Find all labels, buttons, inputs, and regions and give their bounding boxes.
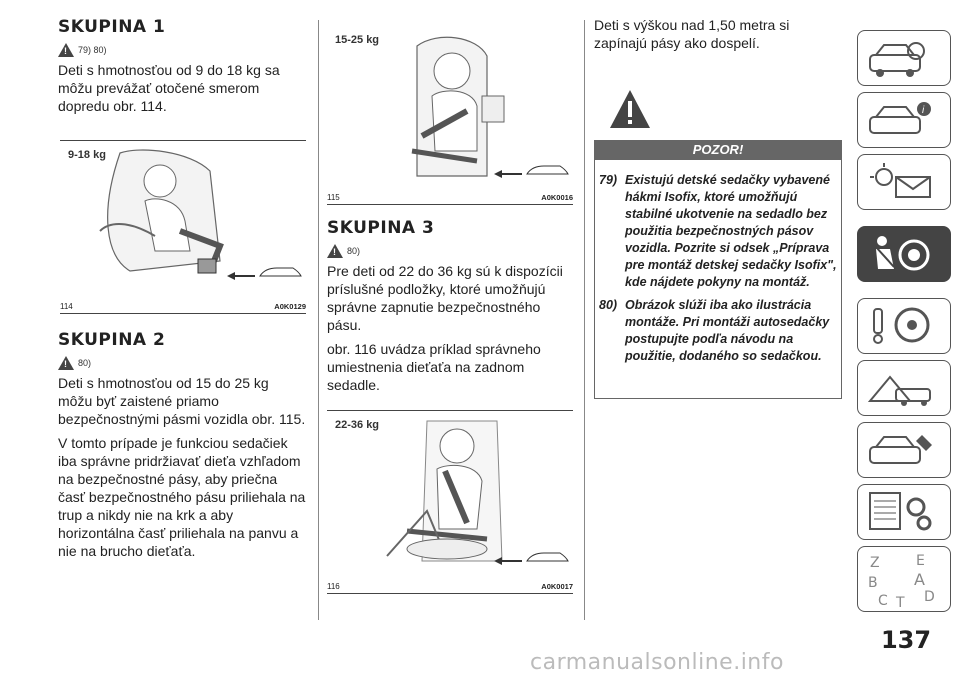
warning-box xyxy=(594,88,842,400)
column-2 xyxy=(327,218,573,394)
figure-number: 114 xyxy=(60,302,73,311)
steering-key-icon xyxy=(866,305,936,347)
svg-text:i: i xyxy=(922,105,925,116)
warning-refs-3 xyxy=(327,244,573,258)
figure-caption xyxy=(327,193,573,202)
car-service-icon xyxy=(866,429,936,471)
tab-warning-lights[interactable] xyxy=(857,154,951,210)
footnote-ref-link[interactable]: 80) xyxy=(78,358,92,368)
figure-weight-label: 9-18 kg xyxy=(68,149,106,161)
tab-alphabet-index[interactable] xyxy=(857,546,951,612)
figure-116 xyxy=(327,410,573,594)
warning-lights-icon xyxy=(866,161,936,203)
column-1-lower xyxy=(58,330,306,560)
warning-refs-1 xyxy=(58,43,306,57)
tab-car-info[interactable] xyxy=(857,92,951,148)
warning-triangle-icon xyxy=(608,88,652,132)
warning-triangle-icon xyxy=(327,244,343,258)
paragraph-skupina-3: Pre deti od 22 do 36 kg sú k dispozícii príslušné podložky, ktoré umožňujú správne zapnutie bezpečnostného pásu. xyxy=(327,263,563,333)
paragraph-skupina-2: Deti s hmotnosťou od 15 do 25 kg môžu byť zaistené priamo bezpečnostnými pásmi vozidla obr. 115. xyxy=(58,375,306,427)
column-1 xyxy=(58,0,306,115)
tab-car-service[interactable] xyxy=(857,422,951,478)
column-divider xyxy=(318,20,319,620)
tab-steering-key[interactable] xyxy=(857,298,951,354)
paragraph-adult-belt: Deti s výškou nad 1,50 metra si zapínajú pásy ako dospelí. xyxy=(594,17,790,51)
paragraph-seat-function: V tomto prípade je funkciou sedačiek iba správne pridržiavať dieťa vzhľadom na bezpečnostné pásy, aby priečna časť bezpečnostného pásu priliehala na trup a nikdy nie na krk a aby horizontálna časť priliehala na panvu a nie na brucho dieťaťa. xyxy=(58,435,306,559)
car-info-icon xyxy=(866,99,936,141)
figure-115 xyxy=(327,26,573,205)
column-3 xyxy=(594,16,842,52)
tab-car-search[interactable] xyxy=(857,30,951,86)
booster-seat-illustration xyxy=(327,26,573,186)
figure-code: A0K0016 xyxy=(541,193,573,202)
seatbelt-airbag-icon xyxy=(866,233,936,275)
section-title-skupina-1: SKUPINA 1 xyxy=(58,17,166,37)
index-letter: T xyxy=(896,595,905,607)
warning-notes xyxy=(594,160,842,399)
index-letter: B xyxy=(868,575,878,591)
note-number: 80) xyxy=(599,298,618,312)
warning-title: POZOR! xyxy=(692,142,744,157)
tab-specs-gears[interactable] xyxy=(857,484,951,540)
figure-number: 115 xyxy=(327,193,340,202)
figure-code: A0K0129 xyxy=(274,302,306,311)
specs-gears-icon xyxy=(866,491,936,533)
figure-114 xyxy=(60,140,306,314)
alphabet-index-icon xyxy=(866,551,942,607)
index-letter: A xyxy=(914,570,925,589)
tab-car-breakdown[interactable] xyxy=(857,360,951,416)
warning-refs-2 xyxy=(58,356,306,370)
index-letter: Z xyxy=(870,555,880,571)
note-text: Obrázok slúži iba ako ilustrácia montáže. Pri montáži autosedačky postupujte podľa návodu na použitie, dodaného so sedačkou. xyxy=(625,298,830,363)
note-79 xyxy=(595,160,841,291)
watermark: carmanualsonline.info xyxy=(530,650,784,675)
car-search-icon xyxy=(866,37,936,79)
figure-weight-label: 15-25 kg xyxy=(335,34,380,46)
paragraph-fig-116-ref: obr. 116 uvádza príklad správneho umiestnenia dieťaťa na zadnom sedadle. xyxy=(327,341,541,393)
note-text: Existujú detské sedačky vybavené hákmi Isofix, ktoré umožňujú stabilné ukotvenie na sedadlo bez použitia bezpečnostných pásov vozidla. Pozrite si odsek „Príprava pre montáž detskej sedačky Isofix", kde nájdete pokyny na montáž. xyxy=(625,173,837,289)
section-title-skupina-2: SKUPINA 2 xyxy=(58,330,166,350)
figure-caption xyxy=(60,302,306,311)
figure-number: 116 xyxy=(327,582,340,591)
note-80 xyxy=(595,291,841,365)
warning-title-bar xyxy=(594,140,842,160)
index-letter: E xyxy=(916,553,925,569)
warning-triangle-icon xyxy=(58,43,74,57)
figure-caption xyxy=(327,582,573,591)
figure-weight-label: 22-36 kg xyxy=(335,419,380,431)
index-letter: C xyxy=(878,593,888,607)
note-number: 79) xyxy=(599,173,618,187)
footnote-ref-link[interactable]: 79) 80) xyxy=(78,45,107,55)
section-title-skupina-3: SKUPINA 3 xyxy=(327,218,435,238)
booster-cushion-illustration xyxy=(327,411,573,575)
figure-code: A0K0017 xyxy=(541,582,573,591)
footnote-ref-link[interactable]: 80) xyxy=(347,246,361,256)
page-number: 137 xyxy=(880,626,932,654)
paragraph-skupina-1: Deti s hmotnosťou od 9 do 18 kg sa môžu prevážať otočené smerom dopredu obr. 114. xyxy=(58,62,280,114)
car-breakdown-icon xyxy=(866,367,936,409)
warning-triangle-icon xyxy=(58,356,74,370)
column-divider xyxy=(584,20,585,620)
index-letter: D xyxy=(924,589,935,605)
tab-seatbelt-airbag[interactable] xyxy=(857,226,951,282)
child-seat-illustration xyxy=(60,141,306,291)
